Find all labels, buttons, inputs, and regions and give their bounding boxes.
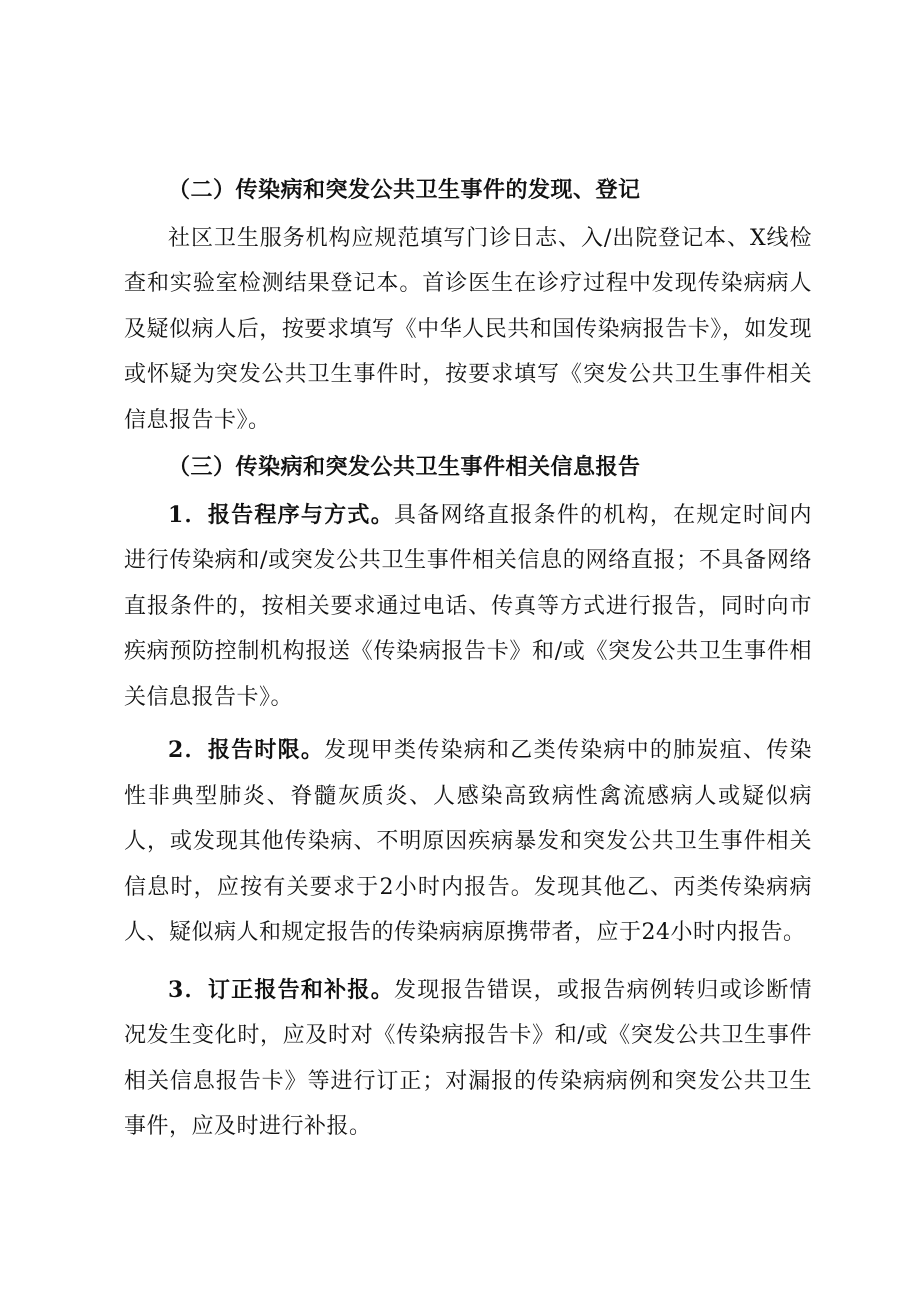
paragraph-text: 具备网络直报条件的机构，在规定时间内进行传染病和/或突发公共卫生事件相关信息的网络直报；不具备网络直报条件的，按相关要求通过电话、传真等方式进行报告，同时向市疾病预防控制机构报送《传染病报告卡》和/或《突发公共卫生事件相关信息报告卡》。: [124, 502, 812, 710]
paragraph-report-time-limit: [124, 728, 812, 956]
paragraph-correction-supplement: [124, 968, 812, 1150]
paragraph-text: 发现甲类传染病和乙类传染病中的肺炭疽、传染性非典型肺炎、脊髓灰质炎、人感染高致病性禽流感病人或疑似病人，或发现其他传染病、不明原因疾病暴发和突发公共卫生事件相关信息时，应按有关要求于2小时内报告。发现其他乙、丙类传染病病人、疑似病人和规定报告的传染病病原携带者，应于24小时内报告。: [124, 738, 812, 945]
section-heading-discovery-registration: （二）传染病和突发公共卫生事件的发现、登记: [168, 177, 641, 203]
paragraph-discovery-registration: 社区卫生服务机构应规范填写门诊日志、入/出院登记本、X线检查和实验室检测结果登记本。首诊医生在诊疗过程中发现传染病病人及疑似病人后，按要求填写《中华人民共和国传染病报告卡》，如发现或怀疑为突发公共卫生事件时，按要求填写《突发公共卫生事件相关信息报告卡》。: [124, 225, 812, 433]
paragraph-text: 发现报告错误，或报告病例转归或诊断情况发生变化时，应及时对《传染病报告卡》和/或《突发公共卫生事件相关信息报告卡》等进行订正；对漏报的传染病病例和突发公共卫生事件，应及时进行补报。: [124, 977, 812, 1139]
document-body: [124, 168, 812, 1150]
paragraph-lead: 2．报告时限。: [168, 737, 325, 763]
paragraph-lead: 1．报告程序与方式。: [168, 501, 394, 528]
paragraph-lead: 3．订正报告和补报。: [168, 976, 394, 1003]
paragraph-report-procedure: [124, 493, 812, 721]
section-heading-information-report: （三）传染病和突发公共卫生事件相关信息报告: [168, 454, 641, 480]
